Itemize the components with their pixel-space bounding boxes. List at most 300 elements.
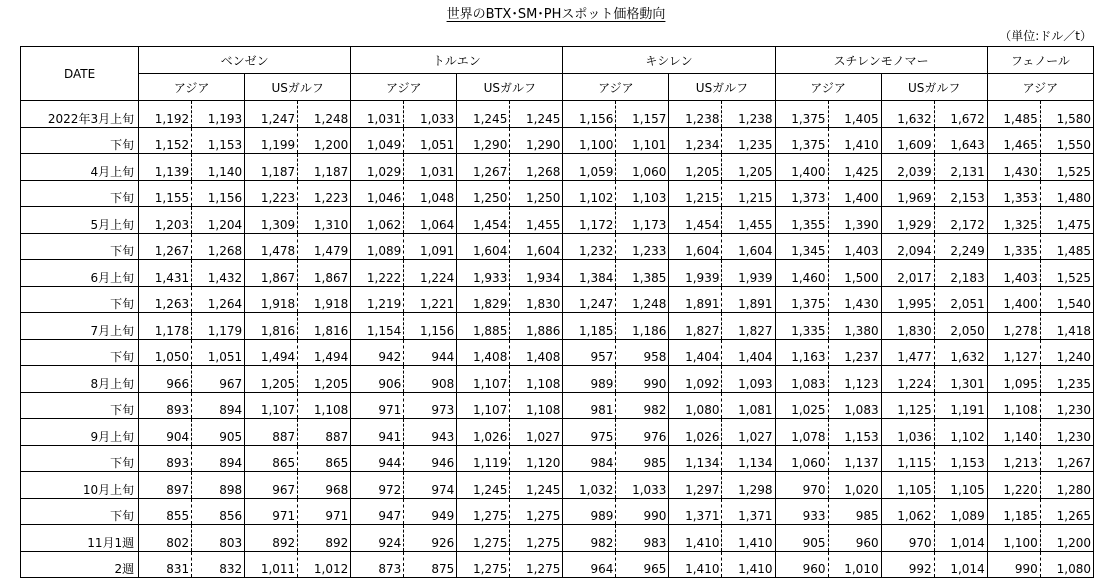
price-cell: 873 <box>351 551 404 578</box>
price-cell: 1,029 <box>351 154 404 181</box>
price-cell: 1,119 <box>457 445 510 472</box>
price-cell: 1,540 <box>1040 286 1093 313</box>
price-cell: 1,263 <box>139 286 192 313</box>
price-cell: 1,200 <box>1040 525 1093 552</box>
price-cell: 971 <box>245 498 298 525</box>
price-cell: 1,268 <box>510 154 563 181</box>
price-cell: 1,234 <box>669 127 722 154</box>
price-cell: 943 <box>404 419 457 446</box>
price-cell: 1,380 <box>828 313 881 340</box>
price-cell: 897 <box>139 472 192 499</box>
row-date: 下旬 <box>21 445 139 472</box>
price-cell: 1,580 <box>1040 101 1093 128</box>
price-cell: 1,203 <box>139 207 192 234</box>
price-cell: 1,014 <box>934 551 987 578</box>
price-cell: 1,156 <box>563 101 616 128</box>
row-date: 2週 <box>21 551 139 578</box>
price-cell: 1,078 <box>775 419 828 446</box>
price-cell: 1,153 <box>192 127 245 154</box>
price-cell: 904 <box>139 419 192 446</box>
price-cell: 1,134 <box>669 445 722 472</box>
sub-header-xylene-usgulf: USガルフ <box>669 74 775 101</box>
row-date: 下旬 <box>21 392 139 419</box>
price-cell: 1,127 <box>987 339 1040 366</box>
price-cell: 1,115 <box>881 445 934 472</box>
price-cell: 1,101 <box>616 127 669 154</box>
price-cell: 1,163 <box>775 339 828 366</box>
price-cell: 2,094 <box>881 233 934 260</box>
date-column-header: DATE <box>21 47 139 101</box>
price-cell: 985 <box>828 498 881 525</box>
price-cell: 1,081 <box>722 392 775 419</box>
price-cell: 1,154 <box>351 313 404 340</box>
price-cell: 1,280 <box>1040 472 1093 499</box>
price-cell: 802 <box>139 525 192 552</box>
price-cell: 1,105 <box>934 472 987 499</box>
price-cell: 973 <box>404 392 457 419</box>
price-cell: 856 <box>192 498 245 525</box>
row-date: 4月上旬 <box>21 154 139 181</box>
price-cell: 1,240 <box>1040 339 1093 366</box>
price-cell: 1,031 <box>351 101 404 128</box>
price-cell: 1,390 <box>828 207 881 234</box>
price-cell: 946 <box>404 445 457 472</box>
price-cell: 970 <box>775 472 828 499</box>
sub-header-benzene-usgulf: USガルフ <box>245 74 351 101</box>
price-cell: 1,267 <box>1040 445 1093 472</box>
table-row <box>21 286 1094 313</box>
price-cell: 1,200 <box>298 127 351 154</box>
price-cell: 1,375 <box>775 286 828 313</box>
price-cell: 1,140 <box>192 154 245 181</box>
price-cell: 1,062 <box>351 207 404 234</box>
price-cell: 965 <box>616 551 669 578</box>
price-cell: 1,204 <box>192 207 245 234</box>
price-cell: 1,205 <box>722 154 775 181</box>
price-cell: 1,275 <box>457 498 510 525</box>
price-cell: 1,403 <box>987 260 1040 287</box>
price-cell: 1,215 <box>722 180 775 207</box>
table-row <box>21 551 1094 578</box>
price-cell: 1,235 <box>1040 366 1093 393</box>
price-cell: 1,026 <box>669 419 722 446</box>
price-cell: 1,051 <box>192 339 245 366</box>
table-row <box>21 472 1094 499</box>
price-cell: 1,093 <box>722 366 775 393</box>
price-cell: 1,245 <box>510 101 563 128</box>
price-cell: 1,051 <box>404 127 457 154</box>
price-cell: 976 <box>616 419 669 446</box>
price-cell: 2,039 <box>881 154 934 181</box>
price-cell: 875 <box>404 551 457 578</box>
price-cell: 1,140 <box>987 419 1040 446</box>
price-cell: 1,479 <box>298 233 351 260</box>
table-row <box>21 366 1094 393</box>
price-cell: 1,268 <box>192 233 245 260</box>
price-cell: 1,245 <box>457 472 510 499</box>
price-cell: 1,172 <box>563 207 616 234</box>
price-cell: 1,107 <box>245 392 298 419</box>
price-cell: 1,430 <box>987 154 1040 181</box>
price-cell: 1,050 <box>139 339 192 366</box>
price-cell: 1,604 <box>457 233 510 260</box>
price-cell: 1,064 <box>404 207 457 234</box>
price-cell: 1,027 <box>510 419 563 446</box>
price-cell: 1,371 <box>669 498 722 525</box>
price-cell: 1,525 <box>1040 260 1093 287</box>
price-cell: 1,418 <box>1040 313 1093 340</box>
price-cell: 1,083 <box>775 366 828 393</box>
price-cell: 2,172 <box>934 207 987 234</box>
price-cell: 1,454 <box>457 207 510 234</box>
price-cell: 905 <box>775 525 828 552</box>
price-cell: 942 <box>351 339 404 366</box>
document-title: 世界のBTX･SM･PHスポット価格動向 <box>446 7 666 22</box>
group-header-xylene: キシレン <box>563 47 775 74</box>
price-cell: 2,249 <box>934 233 987 260</box>
price-cell: 1,375 <box>775 127 828 154</box>
price-cell: 1,108 <box>987 392 1040 419</box>
price-cell: 1,891 <box>669 286 722 313</box>
price-cell: 1,297 <box>669 472 722 499</box>
price-cell: 1,404 <box>722 339 775 366</box>
price-cell: 1,179 <box>192 313 245 340</box>
price-cell: 1,400 <box>987 286 1040 313</box>
row-date: 下旬 <box>21 127 139 154</box>
price-cell: 1,918 <box>245 286 298 313</box>
price-cell: 1,230 <box>1040 392 1093 419</box>
price-cell: 1,102 <box>934 419 987 446</box>
price-cell: 1,223 <box>245 180 298 207</box>
price-cell: 1,643 <box>934 127 987 154</box>
price-cell: 865 <box>298 445 351 472</box>
price-cell: 960 <box>775 551 828 578</box>
price-cell: 2,050 <box>934 313 987 340</box>
price-cell: 1,403 <box>828 233 881 260</box>
price-cell: 1,604 <box>669 233 722 260</box>
price-cell: 1,238 <box>722 101 775 128</box>
price-cell: 1,185 <box>563 313 616 340</box>
price-cell: 1,185 <box>987 498 1040 525</box>
row-date: 5月上旬 <box>21 207 139 234</box>
price-cell: 967 <box>245 472 298 499</box>
price-cell: 1,213 <box>987 445 1040 472</box>
price-cell: 1,010 <box>828 551 881 578</box>
price-table <box>20 46 1094 578</box>
price-cell: 1,100 <box>987 525 1040 552</box>
table-row <box>21 154 1094 181</box>
price-cell: 1,205 <box>245 366 298 393</box>
price-cell: 1,400 <box>775 154 828 181</box>
price-cell: 944 <box>351 445 404 472</box>
price-cell: 1,033 <box>404 101 457 128</box>
price-cell: 1,250 <box>457 180 510 207</box>
price-cell: 1,373 <box>775 180 828 207</box>
price-cell: 964 <box>563 551 616 578</box>
price-cell: 1,221 <box>404 286 457 313</box>
price-cell: 1,031 <box>404 154 457 181</box>
price-cell: 1,264 <box>192 286 245 313</box>
price-cell: 1,032 <box>563 472 616 499</box>
price-cell: 1,033 <box>616 472 669 499</box>
price-cell: 1,155 <box>139 180 192 207</box>
price-cell: 1,830 <box>881 313 934 340</box>
price-cell: 983 <box>616 525 669 552</box>
price-cell: 893 <box>139 445 192 472</box>
sub-header-xylene-asia: アジア <box>563 74 669 101</box>
price-cell: 1,105 <box>881 472 934 499</box>
price-cell: 1,298 <box>722 472 775 499</box>
price-cell: 1,265 <box>1040 498 1093 525</box>
price-cell: 1,205 <box>298 366 351 393</box>
price-cell: 1,460 <box>775 260 828 287</box>
price-cell: 1,108 <box>510 392 563 419</box>
price-cell: 924 <box>351 525 404 552</box>
price-cell: 1,410 <box>669 551 722 578</box>
price-cell: 1,934 <box>510 260 563 287</box>
price-cell: 892 <box>245 525 298 552</box>
price-cell: 1,192 <box>139 101 192 128</box>
price-cell: 1,205 <box>669 154 722 181</box>
price-cell: 1,187 <box>245 154 298 181</box>
price-cell: 1,404 <box>669 339 722 366</box>
price-cell: 1,478 <box>245 233 298 260</box>
price-cell: 1,500 <box>828 260 881 287</box>
price-cell: 1,886 <box>510 313 563 340</box>
price-cell: 1,107 <box>457 366 510 393</box>
price-cell: 926 <box>404 525 457 552</box>
price-cell: 992 <box>881 551 934 578</box>
price-cell: 1,245 <box>510 472 563 499</box>
price-cell: 974 <box>404 472 457 499</box>
price-cell: 1,186 <box>616 313 669 340</box>
price-cell: 1,080 <box>669 392 722 419</box>
price-cell: 1,325 <box>987 207 1040 234</box>
price-cell: 960 <box>828 525 881 552</box>
price-cell: 887 <box>298 419 351 446</box>
price-cell: 981 <box>563 392 616 419</box>
price-cell: 1,046 <box>351 180 404 207</box>
price-cell: 1,123 <box>828 366 881 393</box>
price-cell: 1,062 <box>881 498 934 525</box>
table-row <box>21 180 1094 207</box>
price-cell: 1,060 <box>616 154 669 181</box>
price-cell: 1,020 <box>828 472 881 499</box>
price-cell: 967 <box>192 366 245 393</box>
price-cell: 1,335 <box>987 233 1040 260</box>
price-cell: 941 <box>351 419 404 446</box>
price-cell: 1,091 <box>404 233 457 260</box>
price-cell: 990 <box>616 498 669 525</box>
price-cell: 1,431 <box>139 260 192 287</box>
row-date: 下旬 <box>21 286 139 313</box>
price-cell: 966 <box>139 366 192 393</box>
price-cell: 968 <box>298 472 351 499</box>
price-cell: 1,049 <box>351 127 404 154</box>
price-cell: 1,425 <box>828 154 881 181</box>
group-header-styrene-monomer: スチレンモノマー <box>775 47 987 74</box>
price-cell: 1,827 <box>669 313 722 340</box>
price-cell: 1,233 <box>616 233 669 260</box>
table-row <box>21 127 1094 154</box>
price-cell: 1,604 <box>510 233 563 260</box>
table-row <box>21 101 1094 128</box>
price-cell: 1,385 <box>616 260 669 287</box>
price-cell: 906 <box>351 366 404 393</box>
price-cell: 1,604 <box>722 233 775 260</box>
price-cell: 1,278 <box>987 313 1040 340</box>
price-cell: 2,183 <box>934 260 987 287</box>
price-cell: 957 <box>563 339 616 366</box>
price-cell: 1,103 <box>616 180 669 207</box>
price-cell: 1,120 <box>510 445 563 472</box>
price-cell: 1,384 <box>563 260 616 287</box>
price-cell: 1,375 <box>775 101 828 128</box>
price-cell: 1,014 <box>934 525 987 552</box>
price-cell: 1,080 <box>1040 551 1093 578</box>
price-cell: 1,929 <box>881 207 934 234</box>
sub-header-benzene-asia: アジア <box>139 74 245 101</box>
price-cell: 2,051 <box>934 286 987 313</box>
price-cell: 1,410 <box>722 525 775 552</box>
price-cell: 1,156 <box>192 180 245 207</box>
price-cell: 1,232 <box>563 233 616 260</box>
price-cell: 1,237 <box>828 339 881 366</box>
price-cell: 1,092 <box>669 366 722 393</box>
price-cell: 989 <box>563 498 616 525</box>
price-cell: 1,048 <box>404 180 457 207</box>
price-cell: 1,215 <box>669 180 722 207</box>
sub-header-toluene-asia: アジア <box>351 74 457 101</box>
price-cell: 803 <box>192 525 245 552</box>
price-cell: 898 <box>192 472 245 499</box>
price-cell: 1,290 <box>457 127 510 154</box>
row-date: 11月1週 <box>21 525 139 552</box>
row-date: 下旬 <box>21 233 139 260</box>
price-cell: 1,353 <box>987 180 1040 207</box>
price-cell: 933 <box>775 498 828 525</box>
price-cell: 971 <box>351 392 404 419</box>
price-cell: 1,102 <box>563 180 616 207</box>
price-cell: 990 <box>987 551 1040 578</box>
price-cell: 1,095 <box>987 366 1040 393</box>
row-date: 下旬 <box>21 339 139 366</box>
price-cell: 1,345 <box>775 233 828 260</box>
price-cell: 1,275 <box>510 551 563 578</box>
price-cell: 989 <box>563 366 616 393</box>
price-cell: 1,026 <box>457 419 510 446</box>
price-cell: 1,011 <box>245 551 298 578</box>
group-header-toluene: トルエン <box>351 47 563 74</box>
row-date: 10月上旬 <box>21 472 139 499</box>
price-cell: 1,059 <box>563 154 616 181</box>
table-row <box>21 313 1094 340</box>
price-cell: 1,632 <box>934 339 987 366</box>
price-cell: 1,139 <box>139 154 192 181</box>
price-cell: 1,430 <box>828 286 881 313</box>
price-cell: 1,089 <box>351 233 404 260</box>
row-date: 6月上旬 <box>21 260 139 287</box>
sub-header-toluene-usgulf: USガルフ <box>457 74 563 101</box>
row-date: 9月上旬 <box>21 419 139 446</box>
price-cell: 1,475 <box>1040 207 1093 234</box>
price-cell: 1,224 <box>404 260 457 287</box>
price-cell: 1,867 <box>298 260 351 287</box>
price-cell: 1,408 <box>457 339 510 366</box>
price-cell: 1,275 <box>457 525 510 552</box>
price-cell: 1,494 <box>298 339 351 366</box>
price-cell: 1,134 <box>722 445 775 472</box>
row-date: 下旬 <box>21 180 139 207</box>
price-cell: 1,816 <box>245 313 298 340</box>
price-cell: 1,432 <box>192 260 245 287</box>
price-cell: 1,025 <box>775 392 828 419</box>
price-cell: 1,335 <box>775 313 828 340</box>
price-cell: 990 <box>616 366 669 393</box>
price-cell: 1,267 <box>139 233 192 260</box>
price-cell: 1,885 <box>457 313 510 340</box>
price-cell: 1,223 <box>298 180 351 207</box>
price-cell: 1,480 <box>1040 180 1093 207</box>
price-cell: 1,477 <box>881 339 934 366</box>
price-cell: 1,036 <box>881 419 934 446</box>
price-cell: 1,465 <box>987 127 1040 154</box>
price-cell: 2,017 <box>881 260 934 287</box>
price-cell: 865 <box>245 445 298 472</box>
price-cell: 1,153 <box>828 419 881 446</box>
table-row <box>21 260 1094 287</box>
price-cell: 1,410 <box>828 127 881 154</box>
price-cell: 1,275 <box>457 551 510 578</box>
price-cell: 1,238 <box>669 101 722 128</box>
price-cell: 1,939 <box>669 260 722 287</box>
price-cell: 1,672 <box>934 101 987 128</box>
price-cell: 1,267 <box>457 154 510 181</box>
price-cell: 1,220 <box>987 472 1040 499</box>
price-cell: 1,199 <box>245 127 298 154</box>
price-cell: 1,410 <box>669 525 722 552</box>
price-cell: 1,247 <box>563 286 616 313</box>
price-cell: 892 <box>298 525 351 552</box>
table-row <box>21 233 1094 260</box>
price-cell: 893 <box>139 392 192 419</box>
price-cell: 1,156 <box>404 313 457 340</box>
price-cell: 944 <box>404 339 457 366</box>
price-cell: 1,012 <box>298 551 351 578</box>
price-cell: 1,400 <box>828 180 881 207</box>
price-cell: 1,485 <box>1040 233 1093 260</box>
table-row <box>21 498 1094 525</box>
price-cell: 1,301 <box>934 366 987 393</box>
table-row <box>21 525 1094 552</box>
price-cell: 2,153 <box>934 180 987 207</box>
price-cell: 972 <box>351 472 404 499</box>
price-cell: 1,290 <box>510 127 563 154</box>
row-date: 8月上旬 <box>21 366 139 393</box>
price-cell: 1,060 <box>775 445 828 472</box>
row-date: 下旬 <box>21 498 139 525</box>
table-body <box>21 101 1094 578</box>
price-cell: 1,933 <box>457 260 510 287</box>
price-cell: 1,609 <box>881 127 934 154</box>
price-cell: 971 <box>298 498 351 525</box>
price-cell: 1,455 <box>510 207 563 234</box>
price-cell: 1,108 <box>510 366 563 393</box>
price-cell: 1,969 <box>881 180 934 207</box>
price-cell: 975 <box>563 419 616 446</box>
sub-header-sm-usgulf: USガルフ <box>881 74 987 101</box>
price-cell: 1,107 <box>457 392 510 419</box>
